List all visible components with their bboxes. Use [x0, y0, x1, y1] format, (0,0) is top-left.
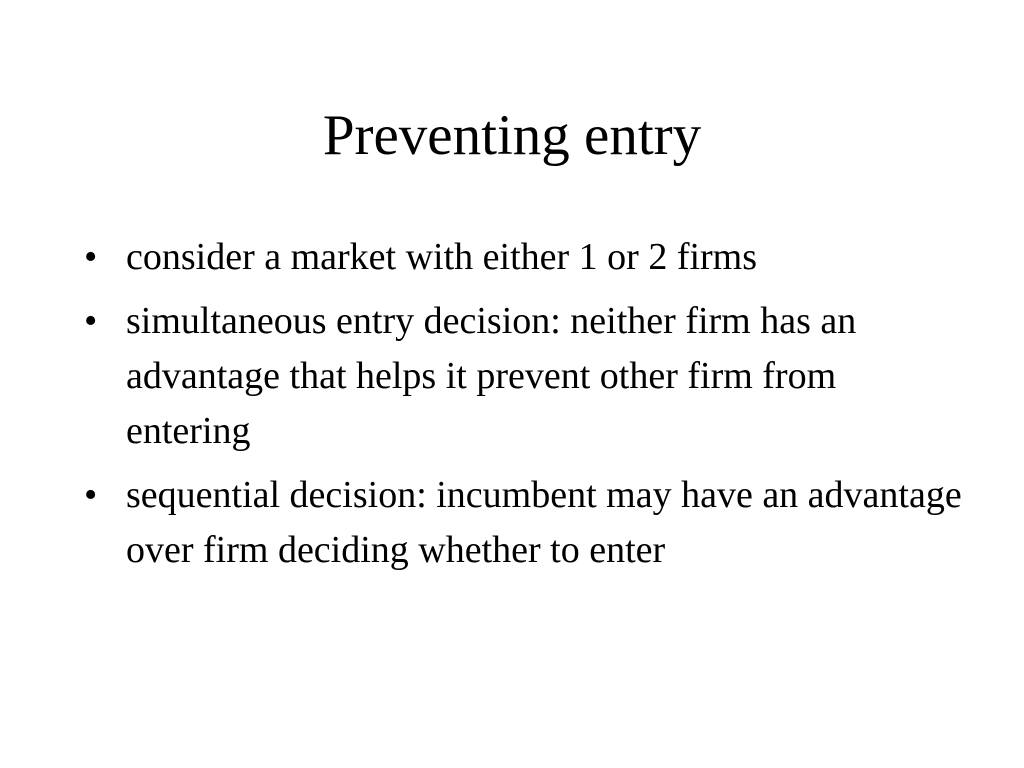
bullet-text: consider a market with either 1 or 2 firms	[126, 236, 758, 278]
bullet-item	[84, 294, 964, 459]
bullet-item	[84, 468, 964, 578]
bullet-icon: •	[84, 300, 98, 342]
slide-title: Preventing entry	[322, 104, 702, 167]
bullet-item	[84, 230, 964, 285]
bullet-icon: •	[84, 236, 98, 278]
bullet-text: sequential decision: incumbent may have an advantage over firm deciding whether to enter	[126, 474, 962, 571]
bullet-list	[84, 230, 964, 587]
bullet-text: simultaneous entry decision: neither firm has an advantage that helps it prevent other firm from entering	[126, 300, 857, 452]
bullet-icon: •	[84, 474, 98, 516]
